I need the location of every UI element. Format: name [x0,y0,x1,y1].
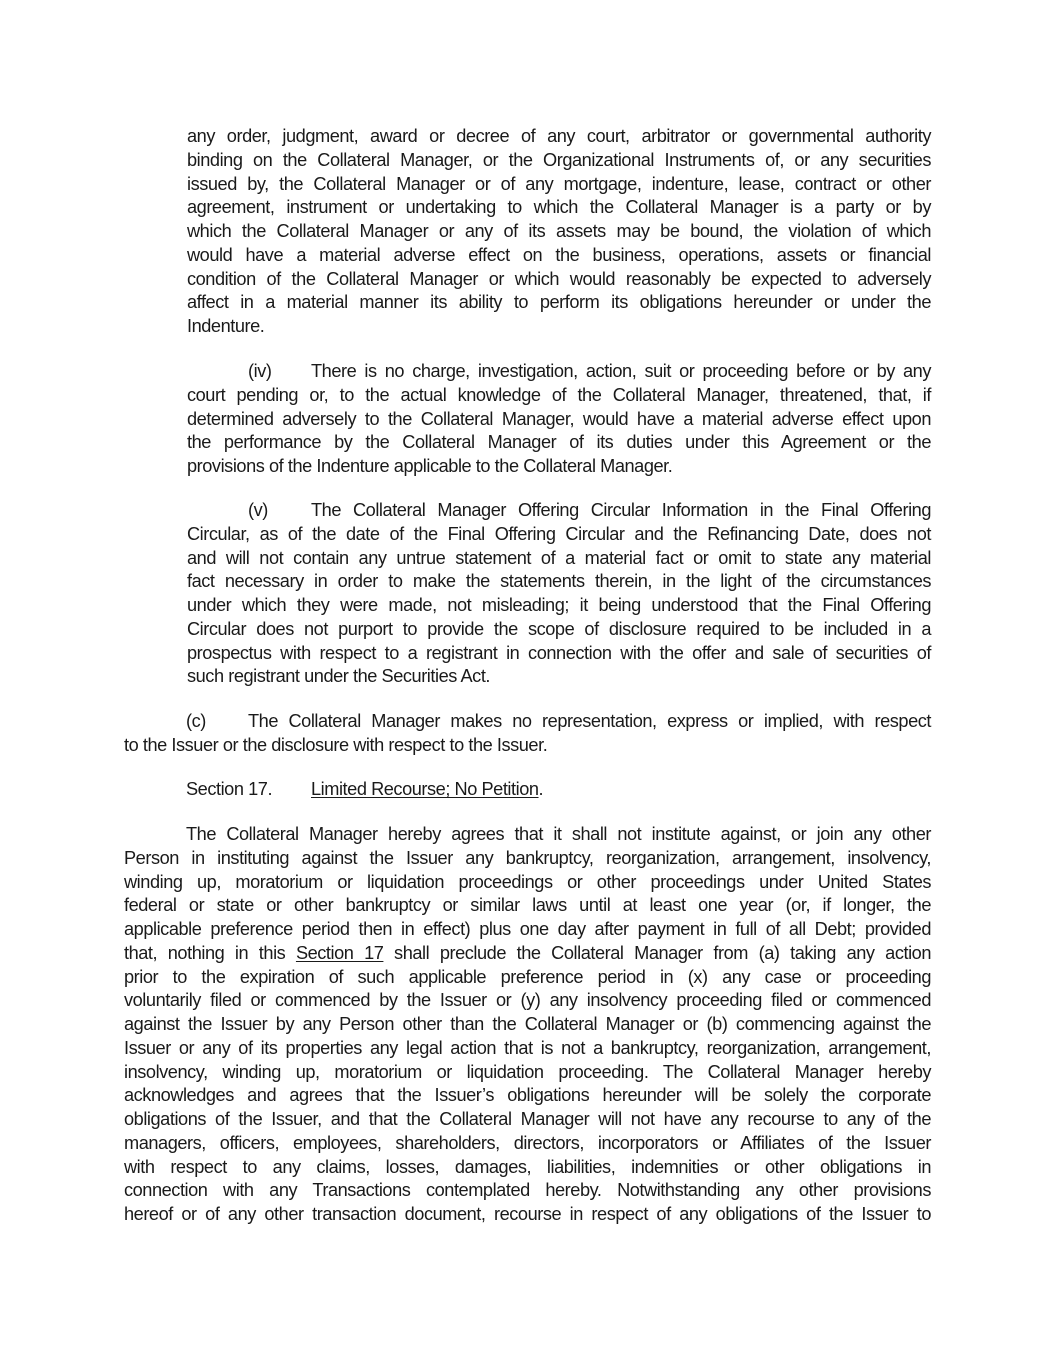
text-line: which the Collateral Manager or any of its assets may be bound, the violation of which [187,221,931,241]
text-line: issued by, the Collateral Manager or of any mortgage, indenture, lease, contract or other [187,173,931,194]
text-line: voluntarily filed or commenced by the Issuer or (y) any insolvency proceeding filed or commenced [124,990,931,1011]
text-line: such registrant under the Securities Act. [187,666,491,687]
text-line: determined adversely to the Collateral Manager, would have a material adverse effect upon [187,408,931,429]
text-line: condition of the Collateral Manager or which would reasonably be expected to adversely [187,268,931,289]
text-line: connection with any Transactions contemplated hereby. Notwithstanding any other provisions [124,1180,931,1201]
text-line: winding up, moratorium or liquidation proceedings or other proceedings under United States [124,871,931,892]
text-line: affect in a material manner its ability to perform its obligations hereunder or under the [187,292,931,313]
first-line [187,499,931,523]
text-line: acknowledges and agrees that the Issuer’s obligations hereunder will be solely the corporate [124,1085,931,1106]
text-line: and will not contain any untrue statement of a material fact or omit to state any material [187,547,931,568]
text-line-with-reference [124,942,931,966]
paragraph-section-17 [124,823,931,1227]
clause-label-c: (c) [186,711,206,731]
text-line: Circular, as of the date of the Final Offering Circular and the Refinancing Date, does not [187,523,931,544]
first-line [124,823,931,847]
section-title: Limited Recourse; No Petition [311,779,539,799]
clause-label-iv: (iv) [248,361,272,381]
section-17-heading [124,778,931,802]
first-line [124,710,931,734]
text-line: federal or state or other bankruptcy or similar laws until at least one year (or, if longer, the [124,895,931,916]
section-number: Section 17. [186,779,273,799]
first-line [187,360,931,384]
section-17-reference: Section 17 [295,942,384,963]
text-line: agreement, instrument or undertaking to which the Collateral Manager is a party or by [187,197,931,218]
text-fragment: that, nothing in this [124,942,296,963]
paragraph-v [187,499,931,689]
text-line: obligations of the Issuer, and that the Collateral Manager will not have any recourse to any of the [124,1109,931,1129]
paragraph-iv [187,360,931,479]
text-line: prospectus with respect to a registrant in connection with the offer and sale of securities of [187,642,931,663]
first-line-text: There is no charge, investigation, action, suit or proceeding before or by any [311,361,931,381]
paragraph-c [124,710,931,758]
text-line: binding on the Collateral Manager, or the Organizational Instruments of, or any securities [187,149,931,170]
section-title-suffix: . [538,779,544,799]
first-line-text: The Collateral Manager hereby agrees that it shall not institute against, or join any other [186,824,931,844]
paragraph-iii-continuation [187,125,931,339]
text-line: against the Issuer by any Person other than the Collateral Manager or (b) commencing against the [124,1014,931,1034]
text-line: would have a material adverse effect on the business, operations, assets or financial [187,244,931,265]
text-line: to the Issuer or the disclosure with respect to the Issuer. [124,734,548,755]
text-line: any order, judgment, award or decree of any court, arbitrator or governmental authority [187,126,931,146]
text-line: with respect to any claims, losses, damages, liabilities, indemnities or other obligations in [124,1156,931,1177]
first-line-text: The Collateral Manager Offering Circular Information in the Final Offering [311,500,931,520]
text-fragment: shall preclude the Collateral Manager from (a) taking any action [383,942,931,963]
first-line-text: The Collateral Manager makes no representation, express or implied, with respect [248,711,931,731]
text-line: the performance by the Collateral Manager of its duties under this Agreement or the [187,432,931,453]
text-line: provisions of the Indenture applicable to the Collateral Manager. [187,456,673,476]
text-line: hereof or of any other transaction document, recourse in respect of any obligations of the Issuer to [124,1204,931,1224]
text-line: court pending or, to the actual knowledge of the Collateral Manager, threatened, that, if [187,384,931,405]
text-line: prior to the expiration of such applicable preference period in (x) any case or proceeding [124,966,931,987]
clause-label-v: (v) [248,500,268,520]
text-line: fact necessary in order to make the statements therein, in the light of the circumstances [187,571,931,592]
text-line: Circular does not purport to provide the scope of disclosure required to be included in a [187,618,931,639]
text-line: under which they were made, not misleading; it being understood that the Final Offering [187,595,931,615]
text-line: insolvency, winding up, moratorium or liquidation proceeding. The Collateral Manager hereby [124,1061,931,1082]
text-line: Indenture. [187,316,265,336]
text-line: applicable preference period then in effect) plus one day after payment in full of all Debt; provided [124,919,931,939]
text-line: managers, officers, employees, shareholders, directors, incorporators or Affiliates of the Issuer [124,1132,931,1153]
text-line: Person in instituting against the Issuer any bankruptcy, reorganization, arrangement, insolvency, [124,847,931,868]
text-line: Issuer or any of its properties any legal action that is not a bankruptcy, reorganization, arrangement, [124,1037,931,1058]
